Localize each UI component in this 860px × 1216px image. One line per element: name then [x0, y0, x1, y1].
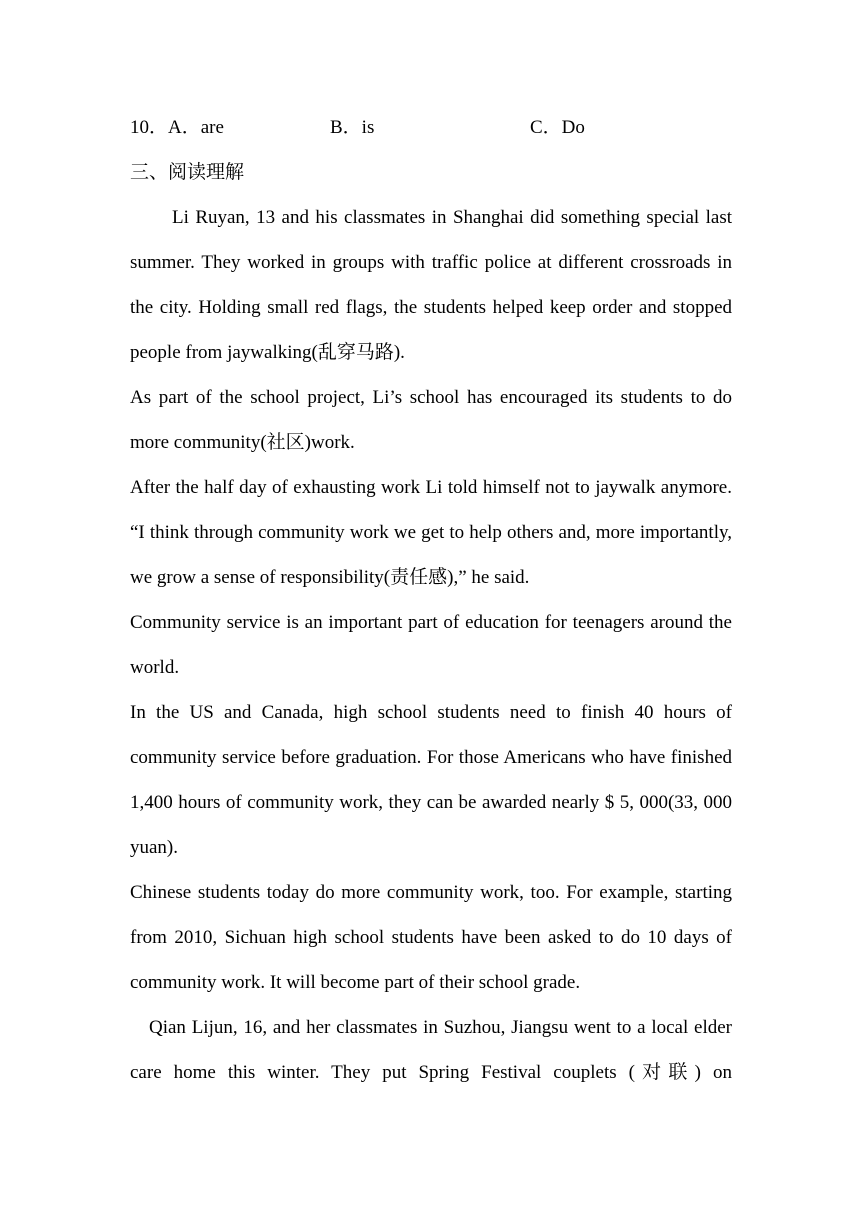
- question-10-option-a: 10．A．are: [130, 117, 224, 138]
- paragraph-2: As part of the school project, Li’s school has encouraged its students to do more community(社区)work.: [130, 387, 732, 453]
- document-content: [130, 105, 732, 1095]
- paragraph-1: Li Ruyan, 13 and his classmates in Shanghai did something special last summer. They worked in groups with traffic police at different crossroads in the city. Holding small red flags, the students helped keep order and stopped people from jaywalking(乱穿马路).: [130, 207, 732, 363]
- question-10-option-c: C．Do: [530, 117, 585, 138]
- question-10-option-b: B．is: [330, 117, 375, 138]
- paragraph-4: Community service is an important part of education for teenagers around the world.: [130, 612, 732, 678]
- question-10-options: [130, 105, 732, 150]
- paragraph-7: Qian Lijun, 16, and her classmates in Suzhou, Jiangsu went to a local elder care home this winter. They put Spring Festival couplets (对联) on: [130, 1017, 732, 1083]
- section-heading-reading: 三、阅读理解: [130, 162, 245, 183]
- paragraph-5: In the US and Canada, high school students need to finish 40 hours of community service before graduation. For those Americans who have finished 1,400 hours of community work, they can be awarded nearly $ 5, 000(33, 000 yuan).: [130, 702, 732, 858]
- paragraph-6: Chinese students today do more community work, too. For example, starting from 2010, Sichuan high school students have been asked to do 10 days of community work. It will become part of their school grade.: [130, 882, 732, 993]
- paragraph-3: After the half day of exhausting work Li told himself not to jaywalk anymore. “I think through community work we get to help others and, more importantly, we grow a sense of responsibility(责任感),” he said.: [130, 477, 732, 588]
